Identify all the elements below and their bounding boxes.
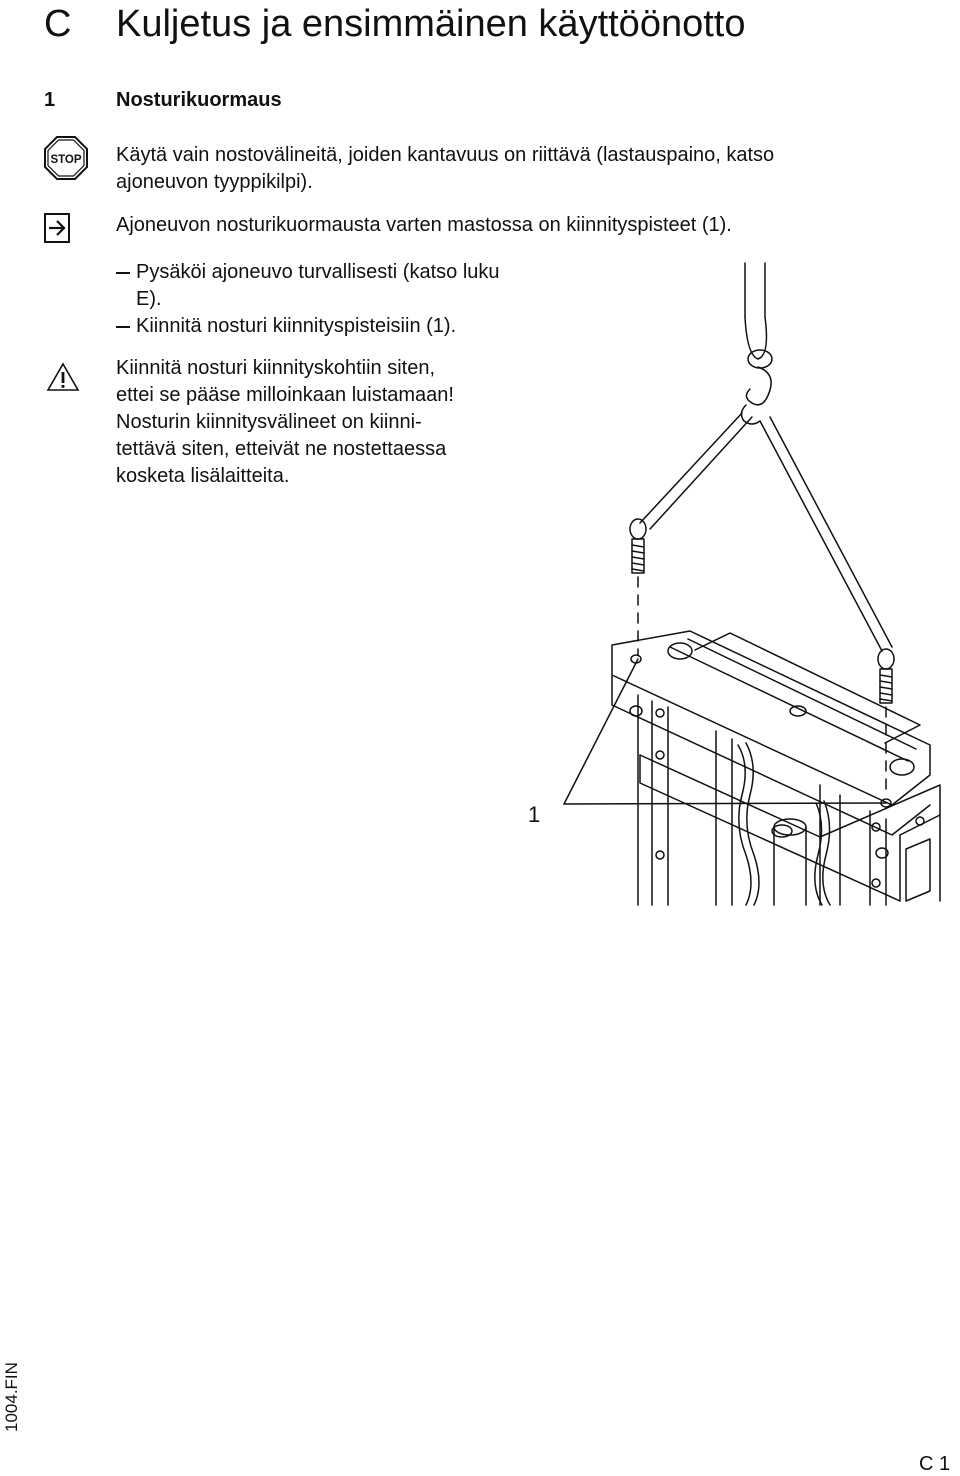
warning-line3: Nosturin kiinnitysvälineet on kiinni- [116, 411, 422, 433]
step-item [116, 313, 516, 340]
warning-line4: tettävä siten, etteivät ne nostettaessa [116, 438, 447, 460]
document-code: 1004.FIN [2, 1362, 21, 1432]
warning-line1: Kiinnitä nosturi kiinnityskohtiin siten, [116, 357, 436, 379]
section-title: Nosturikuormaus [116, 89, 282, 111]
stop-paragraph-line1: Käytä vain nostovälineitä, joiden kantavuus on riittävä (lastauspaino, katso [116, 144, 775, 166]
step-text: Kiinnitä nosturi kiinnityspisteisiin (1). [136, 315, 457, 337]
stop-sign-text: STOP [50, 154, 82, 166]
mast-crane-illustration [520, 255, 960, 915]
warning-line5: kosketa lisälaitteita. [116, 465, 290, 487]
list-dash [116, 326, 130, 328]
warning-paragraph [116, 355, 502, 490]
stop-sign-icon [44, 136, 88, 180]
list-dash [116, 272, 130, 274]
chapter-letter: C [44, 3, 72, 45]
step-text: Pysäköi ajoneuvo turvallisesti (katso luku E). [136, 261, 500, 310]
figure-label: 1 [528, 802, 541, 827]
warning-line2: ettei se pääse milloinkaan luistamaan! [116, 384, 454, 406]
arrow-note-icon [44, 213, 70, 243]
stop-paragraph-line2: ajoneuvon tyyppikilpi). [116, 171, 313, 193]
section-number: 1 [44, 89, 56, 111]
page-number: C 1 [919, 1453, 951, 1475]
note-paragraph: Ajoneuvon nosturikuormausta varten mastossa on kiinnityspisteet (1). [116, 214, 732, 236]
chapter-title: Kuljetus ja ensimmäinen käyttöönotto [116, 3, 746, 45]
warning-triangle-icon [46, 362, 80, 392]
stop-paragraph [116, 142, 956, 196]
step-item [116, 259, 516, 313]
